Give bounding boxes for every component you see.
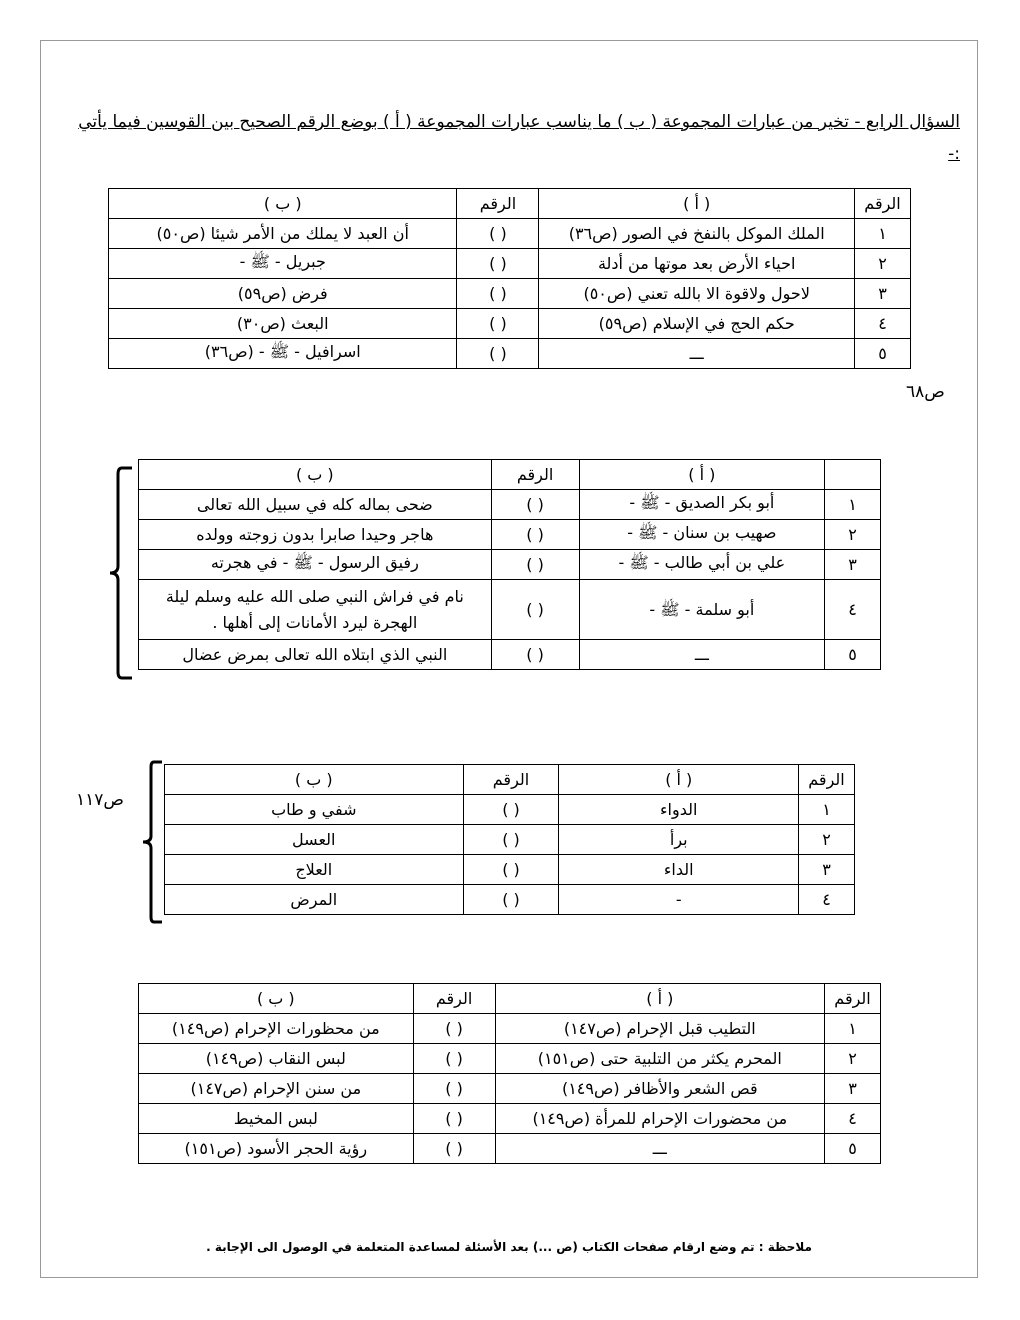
row-a: المحرم يكثر من التلبية حتى (ص١٥١) (495, 1044, 825, 1074)
answer-blank[interactable]: ( ) (413, 1014, 495, 1044)
left-brace-icon (106, 466, 136, 680)
row-b: لبس النقاب (ص١٤٩) (139, 1044, 414, 1074)
row-a: أبو سلمة - ﷺ - (579, 580, 825, 640)
table-row (109, 249, 911, 279)
table-header-row (139, 984, 881, 1014)
row-num: ٢ (799, 825, 855, 855)
table-header-row (165, 765, 855, 795)
row-num: ٣ (855, 279, 911, 309)
row-a: حكم الحج في الإسلام (ص٥٩) (539, 309, 855, 339)
answer-blank[interactable]: ( ) (491, 580, 579, 640)
answer-blank[interactable]: ( ) (457, 309, 539, 339)
row-a: الداء (559, 855, 799, 885)
table-row (139, 1074, 881, 1104)
answer-blank[interactable]: ( ) (463, 795, 559, 825)
header-num (825, 460, 881, 490)
answer-blank[interactable]: ( ) (413, 1044, 495, 1074)
answer-blank[interactable]: ( ) (491, 640, 579, 670)
table-row (139, 490, 881, 520)
row-b: العلاج (165, 855, 464, 885)
table-row (165, 795, 855, 825)
table-row (139, 550, 881, 580)
table-row (139, 640, 881, 670)
row-num: ٤ (799, 885, 855, 915)
table-row (139, 520, 881, 550)
answer-blank[interactable]: ( ) (463, 825, 559, 855)
answer-blank[interactable]: ( ) (463, 885, 559, 915)
row-num: ١ (825, 1014, 881, 1044)
header-a: ( أ ) (579, 460, 825, 490)
row-a: صهيب بن سنان - ﷺ - (579, 520, 825, 550)
matching-table-3 (164, 764, 855, 915)
matching-table-4 (138, 983, 881, 1164)
header-num: الرقم (825, 984, 881, 1014)
row-a: احياء الأرض بعد موتها من أدلة (539, 249, 855, 279)
row-a: أبو بكر الصديق - ﷺ - (579, 490, 825, 520)
row-b: أن العبد لا يملك من الأمر شيئا (ص٥٠) (109, 219, 457, 249)
matching-table-1 (108, 188, 911, 369)
header-num: الرقم (855, 189, 911, 219)
header-answer: الرقم (457, 189, 539, 219)
header-answer: الرقم (491, 460, 579, 490)
row-b: لبس المخيط (139, 1104, 414, 1134)
row-num: ١ (855, 219, 911, 249)
answer-blank[interactable]: ( ) (491, 550, 579, 580)
row-a: الملك الموكل بالنفخ في الصور (ص٣٦) (539, 219, 855, 249)
row-num: ٢ (855, 249, 911, 279)
row-num: ١ (799, 795, 855, 825)
table-row (109, 309, 911, 339)
table-row (139, 1044, 881, 1074)
table-row (139, 1014, 881, 1044)
row-b: شفي و طاب (165, 795, 464, 825)
row-a: قص الشعر والأظافر (ص١٤٩) (495, 1074, 825, 1104)
table-row (165, 885, 855, 915)
row-a: علي بن أبي طالب - ﷺ - (579, 550, 825, 580)
row-num: ٤ (855, 309, 911, 339)
answer-blank[interactable]: ( ) (491, 490, 579, 520)
matching-table-2 (138, 459, 881, 670)
row-a: من محضورات الإحرام للمرأة (ص١٤٩) (495, 1104, 825, 1134)
header-answer: الرقم (463, 765, 559, 795)
header-b: ( ب ) (165, 765, 464, 795)
row-a: الدواء (559, 795, 799, 825)
header-num: الرقم (799, 765, 855, 795)
row-b: اسرافيل - ﷺ - (ص٣٦) (109, 339, 457, 369)
answer-blank[interactable]: ( ) (491, 520, 579, 550)
answer-blank[interactable]: ( ) (463, 855, 559, 885)
header-b: ( ب ) (139, 984, 414, 1014)
table-row (165, 855, 855, 885)
row-num: ٢ (825, 1044, 881, 1074)
row-num: ٣ (825, 1074, 881, 1104)
row-b: فرض (ص٥٩) (109, 279, 457, 309)
table-row (165, 825, 855, 855)
header-b: ( ب ) (109, 189, 457, 219)
row-a: - (559, 885, 799, 915)
table-row (109, 219, 911, 249)
page-reference: ص١١٧ (76, 790, 124, 810)
answer-blank[interactable]: ( ) (413, 1134, 495, 1164)
row-num: ٣ (799, 855, 855, 885)
row-num: ٥ (825, 1134, 881, 1164)
row-b: البعث (ص٣٠) (109, 309, 457, 339)
row-b: رفيق الرسول - ﷺ - في هجرته (139, 550, 492, 580)
answer-blank[interactable]: ( ) (457, 279, 539, 309)
row-b: النبي الذي ابتلاه الله تعالى بمرض عضال (139, 640, 492, 670)
row-b: نام في فراش النبي صلى الله عليه وسلم ليلة الهجرة ليرد الأمانات إلى أهلها . (139, 580, 492, 640)
table-row (139, 1104, 881, 1134)
table-row (139, 1134, 881, 1164)
row-num: ٥ (825, 640, 881, 670)
answer-blank[interactable]: ( ) (457, 339, 539, 369)
row-b: المرض (165, 885, 464, 915)
header-answer: الرقم (413, 984, 495, 1014)
row-a: التطيب قبل الإحرام (ص١٤٧) (495, 1014, 825, 1044)
answer-blank[interactable]: ( ) (413, 1104, 495, 1134)
table-row (109, 339, 911, 369)
header-a: ( أ ) (559, 765, 799, 795)
row-a: لاحول ولاقوة الا بالله تعني (ص٥٠) (539, 279, 855, 309)
row-b: رؤية الحجر الأسود (ص١٥١) (139, 1134, 414, 1164)
table-header-row (139, 460, 881, 490)
page-reference: ص٦٨ (906, 382, 945, 402)
table-row (109, 279, 911, 309)
row-b: ضحى بماله كله في سبيل الله تعالى (139, 490, 492, 520)
header-a: ( أ ) (495, 984, 825, 1014)
row-a: ـــ (539, 339, 855, 369)
question-title: السؤال الرابع - تخير من عبارات المجموعة ( ب ) ما يناسب عبارات المجموعة ( أ ) بوضع الرقم الصحيح بين القوسين فيما يأتي :- (78, 112, 960, 164)
answer-blank[interactable]: ( ) (457, 219, 539, 249)
answer-blank[interactable]: ( ) (413, 1074, 495, 1104)
row-num: ٥ (855, 339, 911, 369)
row-a: ـــ (495, 1134, 825, 1164)
row-num: ٤ (825, 580, 881, 640)
header-b: ( ب ) (139, 460, 492, 490)
row-b: من محظورات الإحرام (ص١٤٩) (139, 1014, 414, 1044)
left-brace-icon (140, 760, 166, 924)
row-b: هاجر وحيدا صابرا بدون زوجته وولده (139, 520, 492, 550)
row-b: من سنن الإحرام (ص١٤٧) (139, 1074, 414, 1104)
table-header-row (109, 189, 911, 219)
row-a: ـــ (579, 640, 825, 670)
table-row (139, 580, 881, 640)
footer-note: ملاحظة : تم وضع ارقام صفحات الكتاب (ص ...) بعد الأسئلة لمساعدة المتعلمة في الوصول الى الإجابة . (206, 1240, 812, 1254)
row-num: ٤ (825, 1104, 881, 1134)
row-num: ٢ (825, 520, 881, 550)
row-a: برأ (559, 825, 799, 855)
row-num: ٣ (825, 550, 881, 580)
row-b: جبريل - ﷺ - (109, 249, 457, 279)
row-b: العسل (165, 825, 464, 855)
header-a: ( أ ) (539, 189, 855, 219)
answer-blank[interactable]: ( ) (457, 249, 539, 279)
row-num: ١ (825, 490, 881, 520)
